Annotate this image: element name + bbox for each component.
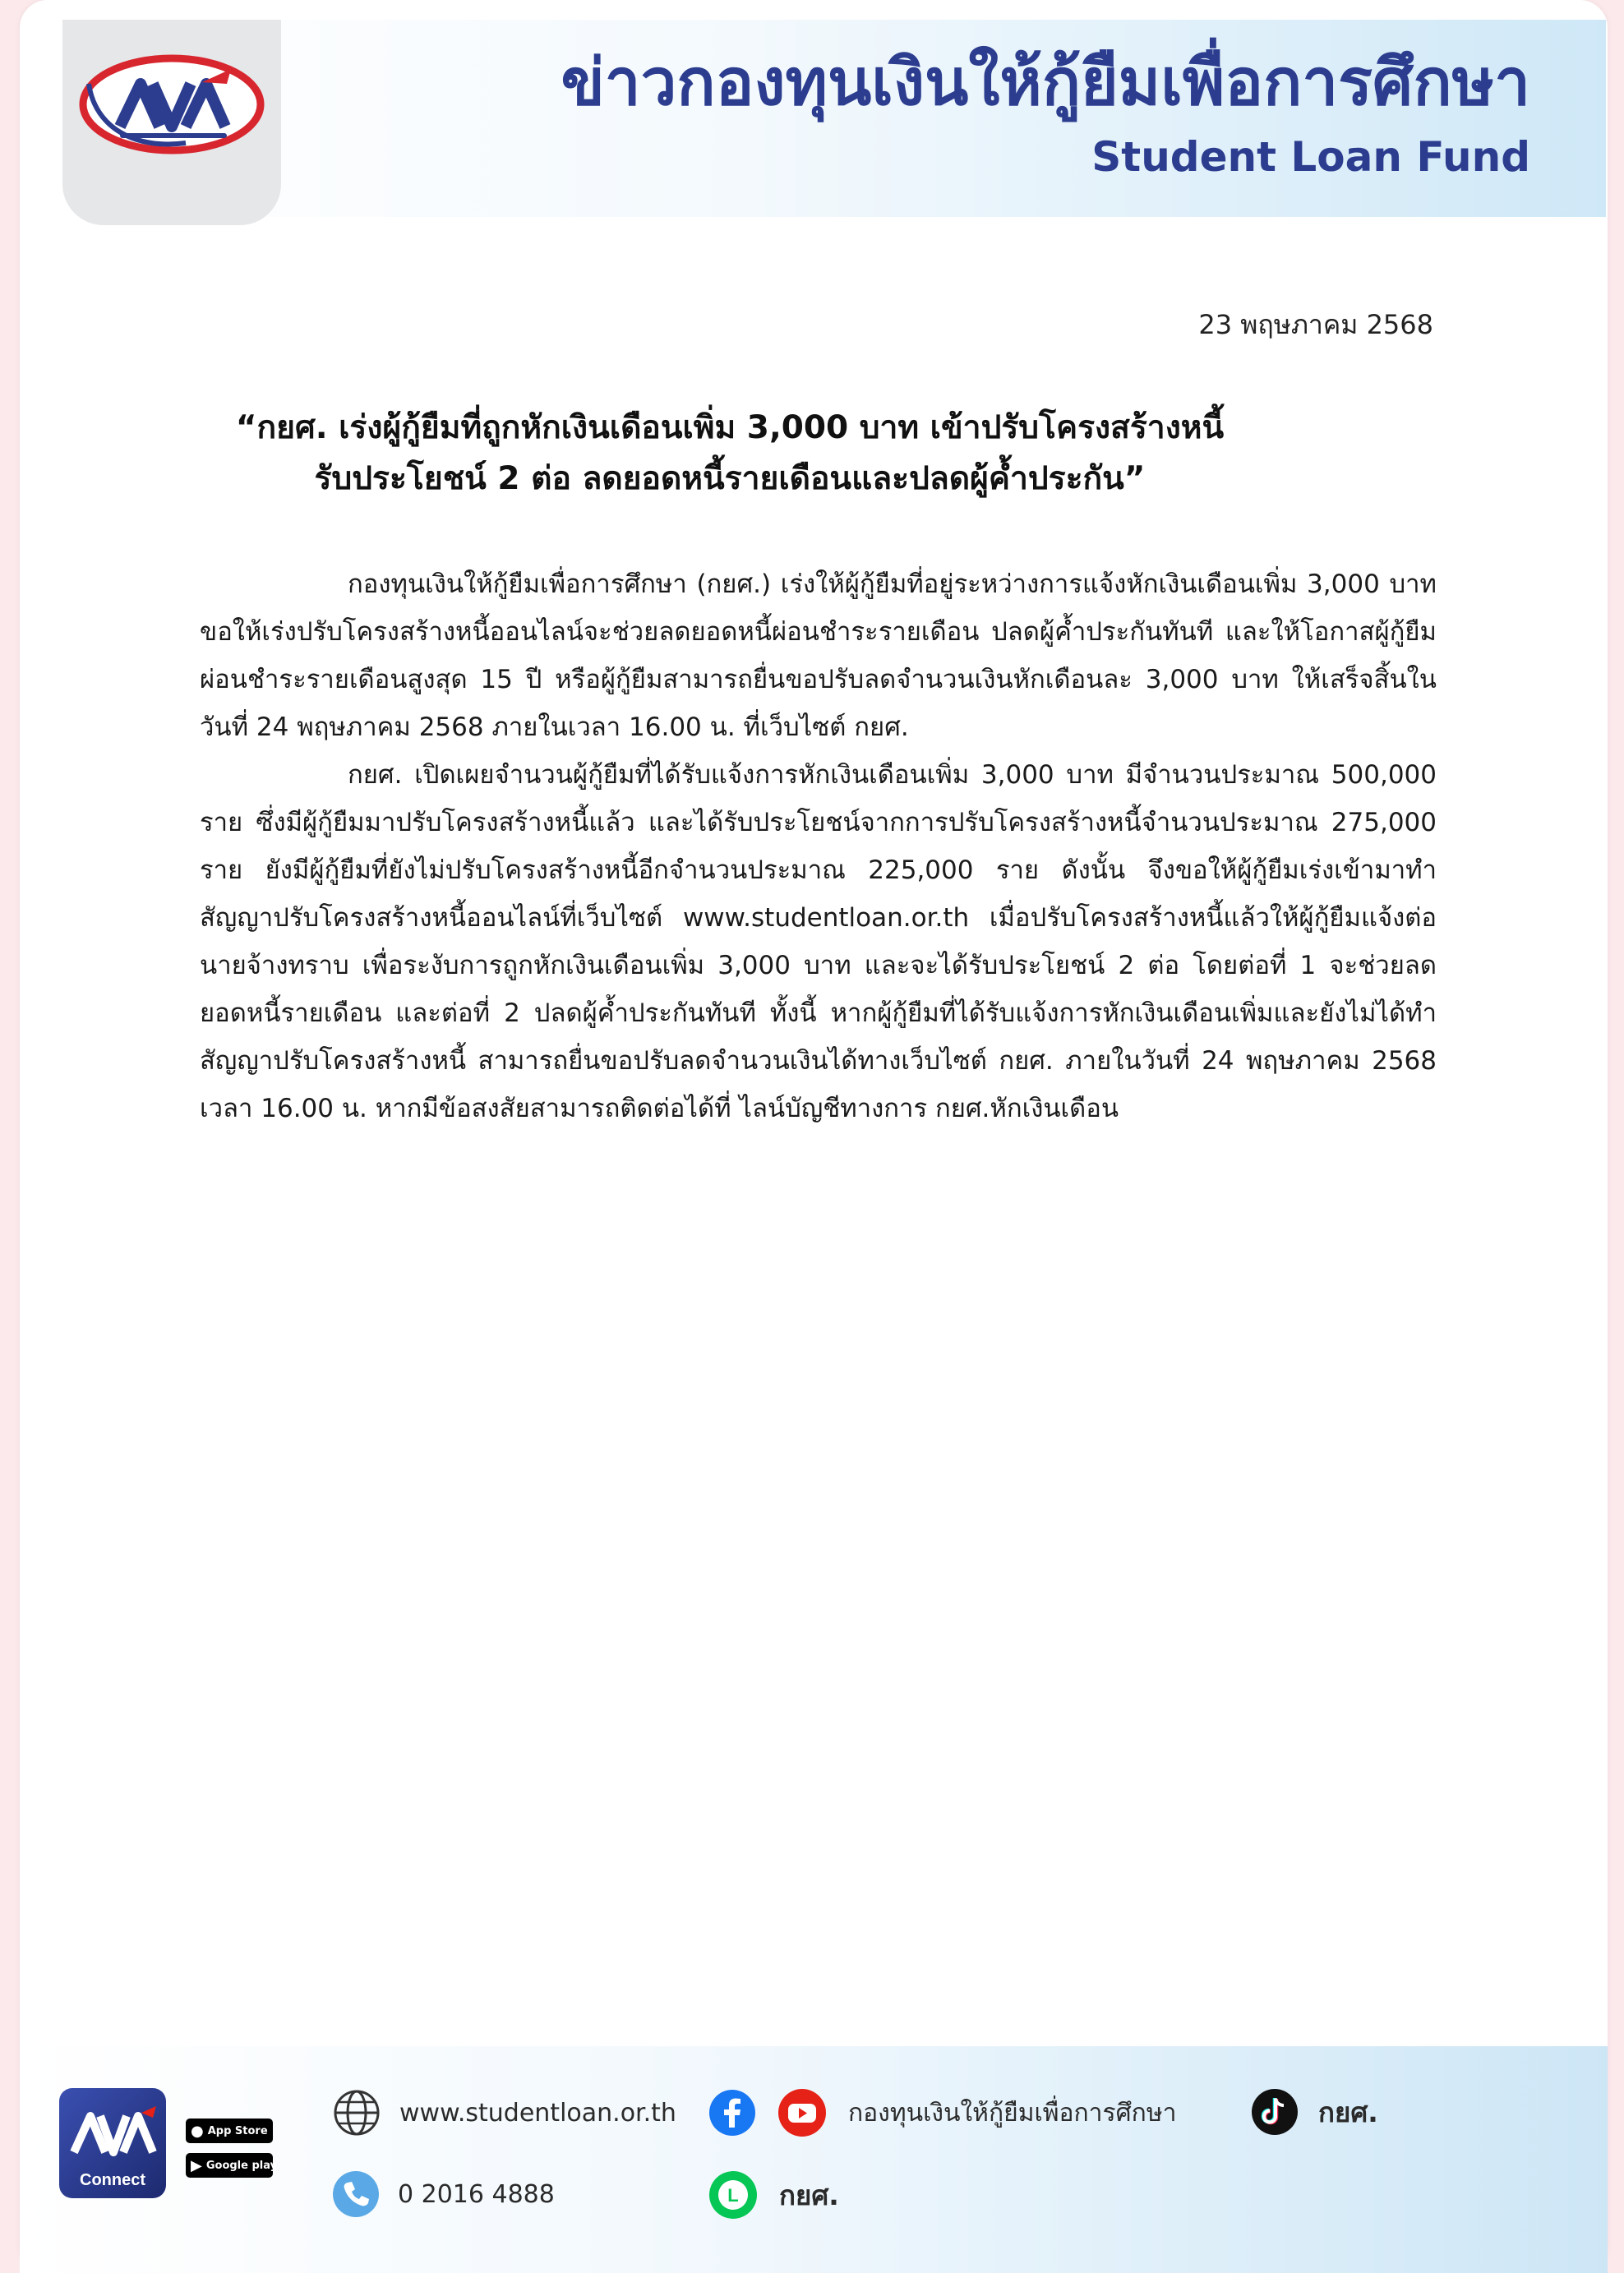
play-icon: ▶	[191, 2156, 202, 2174]
google-play-label: Google play	[205, 2159, 278, 2172]
youtube-icon[interactable]	[777, 2088, 827, 2137]
news-headline	[164, 403, 1295, 505]
app-store-label: App Store	[207, 2124, 268, 2137]
footer-website[interactable]	[332, 2088, 676, 2137]
phone-icon	[332, 2170, 380, 2218]
headline-line-1: “กยศ. เร่งผู้กู้ยืมที่ถูกหักเงินเดือนเพิ่ม 3,000 บาท เข้าปรับโครงสร้างหนี้	[235, 409, 1225, 446]
footer-line[interactable]	[708, 2170, 839, 2220]
logo-tab	[62, 20, 281, 225]
phone-number[interactable]: 0 2016 4888	[398, 2179, 555, 2209]
tiktok-name[interactable]: กยศ.	[1318, 2095, 1378, 2128]
connect-app-icon-wrap[interactable]	[59, 2088, 166, 2198]
facebook-icon[interactable]	[708, 2089, 756, 2137]
line-name[interactable]: กยศ.	[779, 2178, 839, 2211]
news-body	[200, 560, 1437, 1132]
footer-facebook-youtube[interactable]	[708, 2088, 1176, 2137]
page-title-thai: ข่าวกองทุนเงินให้กู้ยืมเพื่อการศึกษา	[561, 46, 1530, 120]
line-app-icon[interactable]	[708, 2170, 758, 2220]
apple-icon: ●	[191, 2122, 204, 2140]
headline-line-2: รับประโยชน์ 2 ต่อ ลดยอดหนี้รายเดือนและปลดผู้ค้ำประกัน”	[314, 460, 1146, 497]
kyc-connect-app-icon[interactable]	[59, 2088, 166, 2198]
app-store-badge[interactable]	[186, 2119, 273, 2143]
body-paragraph-1: กองทุนเงินให้กู้ยืมเพื่อการศึกษา (กยศ.) เร่งให้ผู้กู้ยืมที่อยู่ระหว่างการแจ้งหักเงินเดือนเพิ่ม 3,000 บาท ขอให้เร่งปรับโครงสร้างหนี้ออนไลน์จะช่วยลดยอดหนี้ผ่อนชำระรายเดือน ปลดผู้ค้ำประกันทันที และให้โอกาสผู้กู้ยืมผ่อนชำระรายเดือนสูงสุด 15 ปี หรือผู้กู้ยืมสามารถยื่นขอปรับลดจำนวนเงินหักเดือนละ 3,000 บาท ให้เสร็จสิ้นในวันที่ 24 พฤษภาคม 2568 ภายในเวลา 16.00 น. ที่เว็บไซต์ กยศ.	[200, 569, 1437, 742]
globe-icon	[332, 2088, 381, 2137]
tiktok-icon[interactable]	[1251, 2088, 1299, 2136]
facebook-youtube-name[interactable]: กองทุนเงินให้กู้ยืมเพื่อการศึกษา	[848, 2098, 1177, 2128]
studentloan-fund-logo-icon	[62, 51, 281, 158]
website-link[interactable]: www.studentloan.or.th	[399, 2098, 676, 2128]
body-paragraph-2: กยศ. เปิดเผยจำนวนผู้กู้ยืมที่ได้รับแจ้งการหักเงินเดือนเพิ่ม 3,000 บาท มีจำนวนประมาณ 500,000 ราย ซึ่งมีผู้กู้ยืมมาปรับโครงสร้างหนี้แล้ว และได้รับประโยชน์จากการปรับโครงสร้างหนี้จำนวนประมาณ 275,000 ราย ยังมีผู้กู้ยืมที่ยังไม่ปรับโครงสร้างหนี้อีกจำนวนประมาณ 225,000 ราย ดังนั้น จึงขอให้ผู้กู้ยืมเร่งเข้ามาทำสัญญาปรับโครงสร้างหนี้ออนไลน์ที่เว็บไซต์ www.studentloan.or.th เมื่อปรับโครงสร้างหนี้แล้วให้ผู้กู้ยืมแจ้งต่อนายจ้างทราบ เพื่อระงับการถูกหักเงินเดือนเพิ่ม 3,000 บาท และจะได้รับประโยชน์ 2 ต่อ โดยต่อที่ 1 จะช่วยลดยอดหนี้รายเดือน และต่อที่ 2 ปลดผู้ค้ำประกันทันที ทั้งนี้ หากผู้กู้ยืมที่ได้รับแจ้งการหักเงินเดือนเพิ่มและยังไม่ได้ทำสัญญาปรับโครงสร้างหนี้ สามารถยื่นขอปรับลดจำนวนเงินได้ทางเว็บไซต์ กยศ. ภายในวันที่ 24 พฤษภาคม 2568 เวลา 16.00 น. หากมีข้อสงสัยสามารถติดต่อได้ที่ ไลน์บัญชีทางการ กยศ.หักเงินเดือน	[200, 760, 1437, 1123]
footer-phone[interactable]	[332, 2170, 555, 2218]
google-play-badge[interactable]	[186, 2153, 278, 2178]
svg-text:L: L	[727, 2185, 739, 2206]
page-title-english: Student Loan Fund	[1091, 133, 1530, 181]
news-date: 23 พฤษภาคม 2568	[1198, 309, 1433, 340]
footer-tiktok[interactable]	[1251, 2088, 1378, 2136]
app-label: Connect	[80, 2171, 145, 2189]
